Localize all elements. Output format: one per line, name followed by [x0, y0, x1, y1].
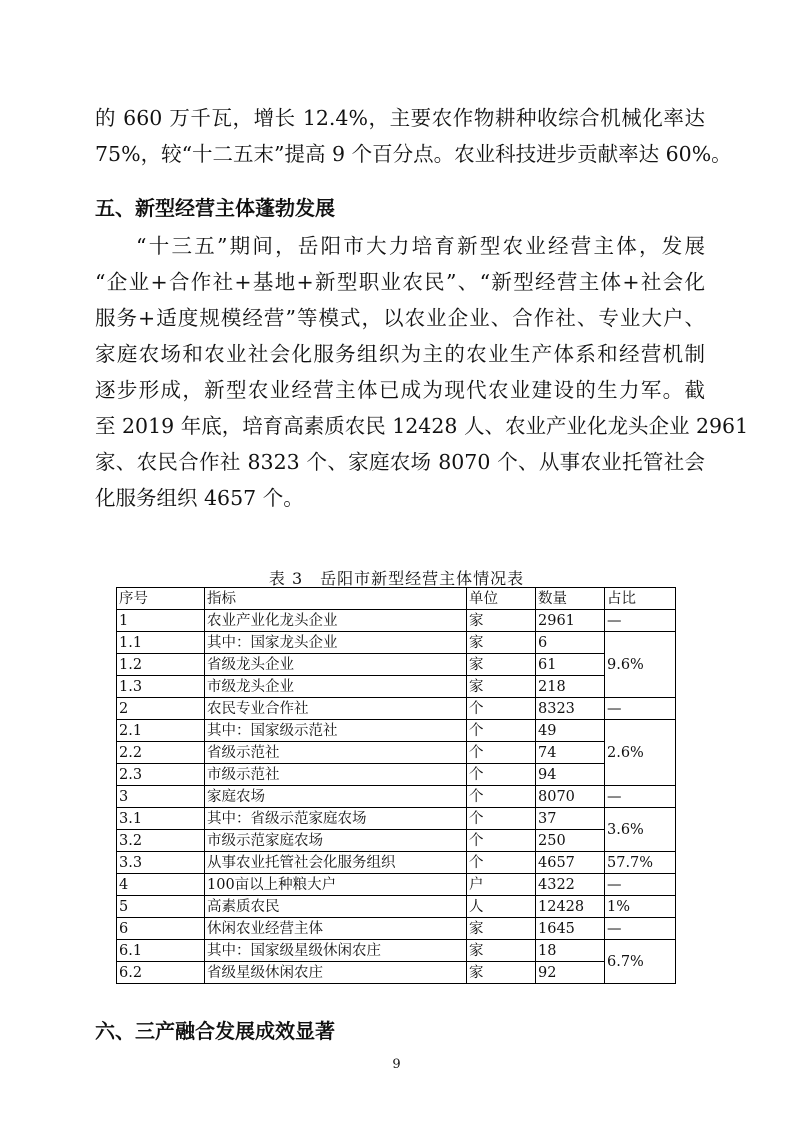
cell-share: 6.7% [605, 940, 676, 984]
header-no: 序号 [117, 588, 205, 610]
cell-indicator: 其中：省级示范家庭农场 [205, 808, 467, 830]
paragraph-business-entities-line: 家、农民合作社 8323 个、家庭农场 8070 个、从事农业托管社会 [95, 450, 705, 474]
cell-indicator: 高素质农民 [205, 896, 467, 918]
cell-unit: 家 [467, 610, 536, 632]
cell-indicator: 其中：国家龙头企业 [205, 632, 467, 654]
cell-indicator: 其中：国家级星级休闲农庄 [205, 940, 467, 962]
cell-indicator: 市级示范社 [205, 764, 467, 786]
cell-count: 74 [536, 742, 605, 764]
table-row [117, 940, 676, 962]
cell-indicator: 休闲农业经营主体 [205, 918, 467, 940]
cell-count: 12428 [536, 896, 605, 918]
paragraph-business-entities-line: 逐步形成，新型农业经营主体已成为现代农业建设的生力军。截 [95, 378, 705, 402]
cell-share: — [605, 786, 676, 808]
header-count: 数量 [536, 588, 605, 610]
cell-no: 2 [117, 698, 205, 720]
cell-indicator: 农民专业合作社 [205, 698, 467, 720]
cell-share: — [605, 610, 676, 632]
cell-share: 3.6% [605, 808, 676, 852]
table-row [117, 676, 676, 698]
cell-indicator: 其中：国家级示范社 [205, 720, 467, 742]
cell-no: 6.1 [117, 940, 205, 962]
cell-indicator: 从事农业托管社会化服务组织 [205, 852, 467, 874]
cell-unit: 人 [467, 896, 536, 918]
cell-indicator: 100亩以上种粮大户 [205, 874, 467, 896]
cell-indicator: 省级示范社 [205, 742, 467, 764]
cell-unit: 个 [467, 808, 536, 830]
header-unit: 单位 [467, 588, 536, 610]
cell-count: 1645 [536, 918, 605, 940]
paragraph-business-entities-line: 化服务组织 4657 个。 [95, 486, 304, 510]
cell-indicator: 省级龙头企业 [205, 654, 467, 676]
cell-no: 4 [117, 874, 205, 896]
cell-unit: 个 [467, 830, 536, 852]
cell-no: 5 [117, 896, 205, 918]
cell-unit: 户 [467, 874, 536, 896]
cell-unit: 个 [467, 786, 536, 808]
cell-count: 37 [536, 808, 605, 830]
cell-count: 250 [536, 830, 605, 852]
header-indicator: 指标 [205, 588, 467, 610]
cell-unit: 个 [467, 764, 536, 786]
cell-count: 18 [536, 940, 605, 962]
cell-count: 92 [536, 962, 605, 984]
cell-no: 2.1 [117, 720, 205, 742]
paragraph-business-entities-line: 家庭农场和农业社会化服务组织为主的农业生产体系和经营机制 [95, 342, 705, 366]
cell-indicator: 市级龙头企业 [205, 676, 467, 698]
cell-indicator: 省级星级休闲农庄 [205, 962, 467, 984]
paragraph-business-entities-line: 至 2019 年底，培育高素质农民 12428 人、农业产业化龙头企业 2961 [95, 414, 749, 438]
table-row [117, 874, 676, 896]
cell-no: 1.1 [117, 632, 205, 654]
table-row [117, 632, 676, 654]
cell-no: 1.3 [117, 676, 205, 698]
cell-unit: 家 [467, 632, 536, 654]
paragraph-mechanization-line: 的 660 万千瓦，增长 12.4%，主要农作物耕种收综合机械化率达 [95, 106, 705, 130]
cell-unit: 个 [467, 698, 536, 720]
table-row [117, 852, 676, 874]
cell-indicator: 家庭农场 [205, 786, 467, 808]
table-row [117, 962, 676, 984]
cell-count: 94 [536, 764, 605, 786]
cell-share: 57.7% [605, 852, 676, 874]
cell-no: 3.1 [117, 808, 205, 830]
cell-share: — [605, 918, 676, 940]
table-row [117, 720, 676, 742]
table-row [117, 654, 676, 676]
cell-unit: 家 [467, 962, 536, 984]
paragraph-business-entities [95, 228, 749, 516]
cell-no: 6.2 [117, 962, 205, 984]
cell-unit: 家 [467, 918, 536, 940]
cell-count: 49 [536, 720, 605, 742]
paragraph-business-entities-line: “企业+合作社+基地+新型职业农民”、“新型经营主体+社会化 [95, 270, 705, 294]
cell-no: 2.3 [117, 764, 205, 786]
header-share: 占比 [605, 588, 676, 610]
table-caption: 表 3 岳阳市新型经营主体情况表 [268, 569, 525, 588]
table-row [117, 764, 676, 786]
cell-share: — [605, 698, 676, 720]
cell-unit: 家 [467, 654, 536, 676]
table-row [117, 786, 676, 808]
cell-unit: 个 [467, 742, 536, 764]
cell-indicator: 农业产业化龙头企业 [205, 610, 467, 632]
cell-unit: 家 [467, 676, 536, 698]
cell-count: 4322 [536, 874, 605, 896]
cell-count: 2961 [536, 610, 605, 632]
cell-unit: 个 [467, 720, 536, 742]
cell-no: 1.2 [117, 654, 205, 676]
cell-share: — [605, 874, 676, 896]
page-number: 9 [392, 1057, 401, 1072]
table-row [117, 830, 676, 852]
table-row [117, 896, 676, 918]
section-heading-6: 六、三产融合发展成效显著 [95, 1019, 335, 1043]
entity-table [116, 587, 676, 984]
paragraph-business-entities-line: 服务+适度规模经营”等模式，以农业企业、合作社、专业大户、 [95, 306, 705, 330]
cell-unit: 家 [467, 940, 536, 962]
cell-indicator: 市级示范家庭农场 [205, 830, 467, 852]
cell-count: 218 [536, 676, 605, 698]
cell-no: 3.2 [117, 830, 205, 852]
cell-count: 6 [536, 632, 605, 654]
table-row [117, 918, 676, 940]
cell-share: 2.6% [605, 720, 676, 786]
paragraph-mechanization [95, 100, 732, 172]
cell-count: 4657 [536, 852, 605, 874]
cell-share: 1% [605, 896, 676, 918]
cell-no: 6 [117, 918, 205, 940]
cell-no: 3.3 [117, 852, 205, 874]
cell-unit: 个 [467, 852, 536, 874]
table-row [117, 742, 676, 764]
cell-count: 8070 [536, 786, 605, 808]
table-row [117, 698, 676, 720]
cell-count: 8323 [536, 698, 605, 720]
paragraph-mechanization-line: 75%，较“十二五末”提高 9 个百分点。农业科技进步贡献率达 60%。 [95, 142, 732, 166]
section-heading-5: 五、新型经营主体蓬勃发展 [95, 196, 335, 220]
table-row [117, 610, 676, 632]
cell-no: 1 [117, 610, 205, 632]
paragraph-business-entities-line: “十三五”期间，岳阳市大力培育新型农业经营主体，发展 [136, 234, 705, 258]
cell-count: 61 [536, 654, 605, 676]
cell-no: 2.2 [117, 742, 205, 764]
table-row [117, 808, 676, 830]
cell-share: 9.6% [605, 632, 676, 698]
cell-no: 3 [117, 786, 205, 808]
table-header-row [117, 588, 676, 610]
